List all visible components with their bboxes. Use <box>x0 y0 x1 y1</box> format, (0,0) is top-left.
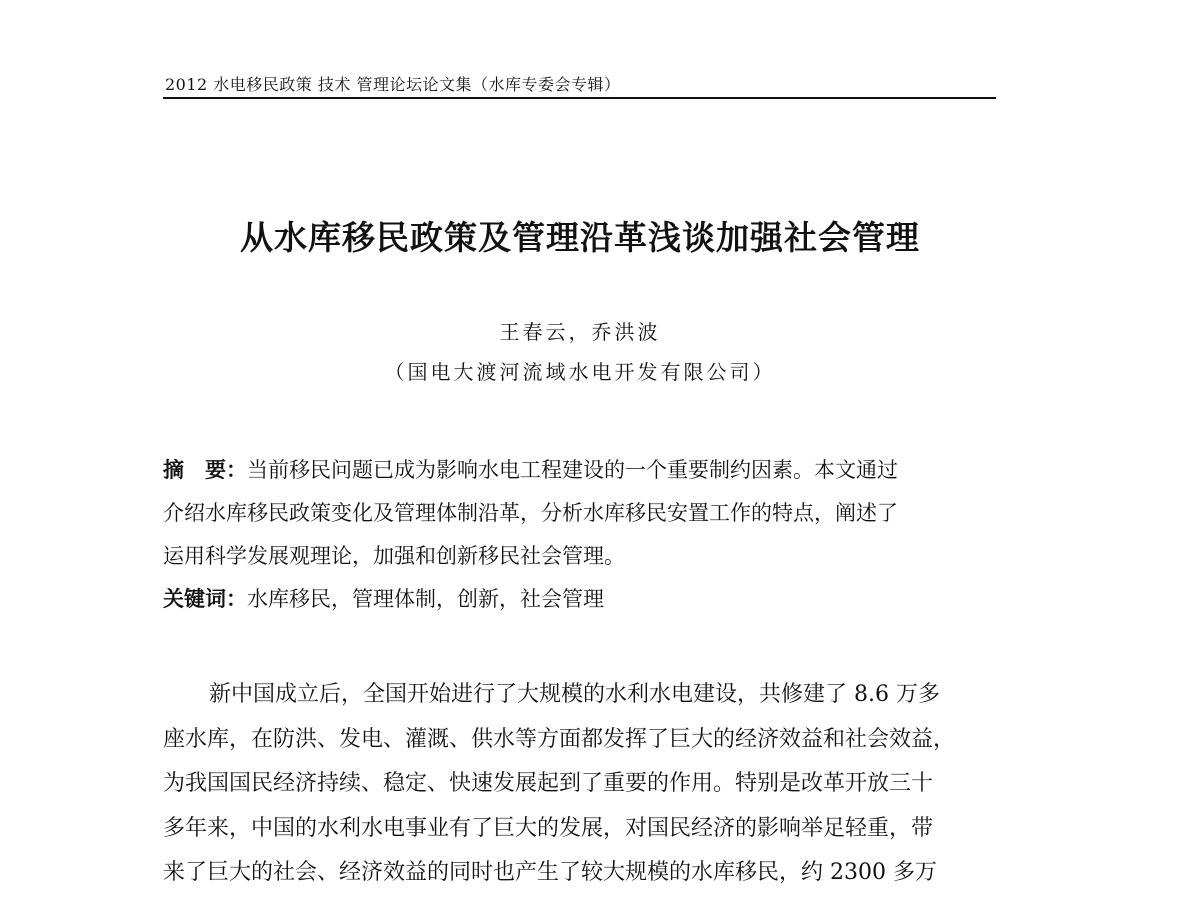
abstract-line <box>163 448 1001 492</box>
body-line: 座水库，在防洪、发电、灌溉、供水等方面都发挥了巨大的经济效益和社会效益， <box>163 726 956 752</box>
keywords <box>163 581 1001 617</box>
abstract-line: 运用科学发展观理论，加强和创新移民社会管理。 <box>163 544 625 568</box>
abstract <box>163 448 1001 578</box>
body-line: 来了巨大的社会、经济效益的同时也产生了较大规模的水库移民，约 2300 多万 <box>163 860 937 885</box>
article-affiliation: （国电大渡河流域水电开发有限公司） <box>384 360 776 384</box>
body-line: 新中国成立后，全国开始进行了大规模的水利水电建设，共修建了 8.6 万多 <box>209 682 940 707</box>
body-line: 多年来，中国的水利水电事业有了巨大的发展，对国民经济的影响举足轻重，带 <box>163 815 934 841</box>
header-rule <box>163 97 996 99</box>
abstract-text: 当前移民问题已成为影响水电工程建设的一个重要制约因素。本文通过 <box>247 458 898 482</box>
article-authors: 王春云，乔洪波 <box>499 320 661 344</box>
keywords-text: 水库移民，管理体制，创新，社会管理 <box>247 587 604 611</box>
body-line: 为我国国民经济持续、稳定、快速发展起到了重要的作用。特别是改革开放三十 <box>163 771 934 796</box>
abstract-label: 摘 要： <box>163 457 247 482</box>
body-paragraph <box>163 673 1001 896</box>
keywords-label: 关键词： <box>163 586 247 611</box>
abstract-line: 介绍水库移民政策变化及管理体制沿革，分析水库移民安置工作的特点，阐述了 <box>163 501 898 525</box>
article-title: 从水库移民政策及管理沿革浅谈加强社会管理 <box>240 218 920 257</box>
running-header: 2012 水电移民政策 技术 管理论坛论文集（水库专委会专辑） <box>165 75 621 94</box>
